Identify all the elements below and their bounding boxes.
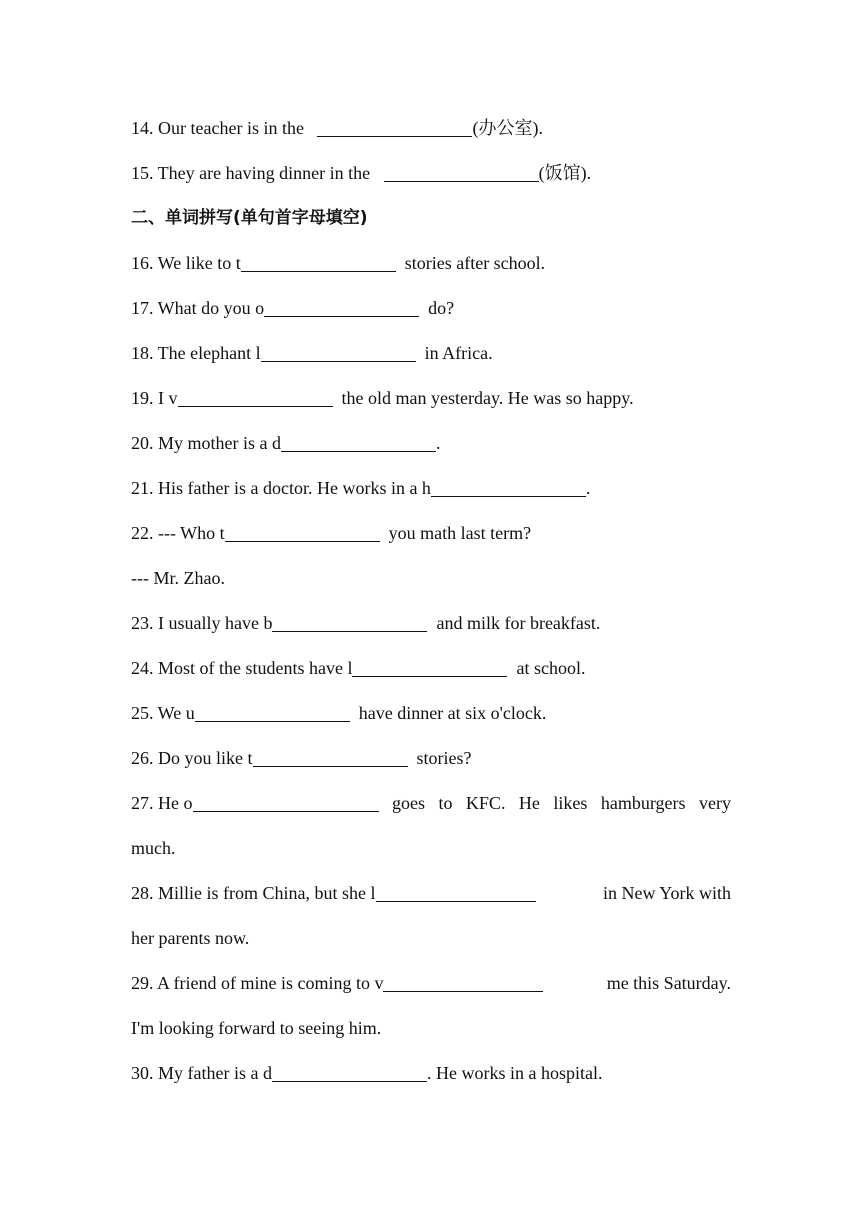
word: He xyxy=(518,793,540,813)
question-16 xyxy=(131,251,731,275)
question-20 xyxy=(131,431,731,455)
question-text: 19. I v xyxy=(131,388,178,408)
answer-blank[interactable] xyxy=(272,613,427,632)
question-text-after: in Africa. xyxy=(424,343,493,363)
question-18 xyxy=(131,341,731,365)
question-text: 25. We u xyxy=(131,703,195,723)
question-24 xyxy=(131,656,731,680)
question-text-after: have dinner at six o'clock. xyxy=(358,703,547,723)
answer-blank[interactable] xyxy=(253,748,408,767)
answer-blank[interactable] xyxy=(195,703,350,722)
answer-blank[interactable] xyxy=(261,343,416,362)
question-text-with-blank xyxy=(131,881,536,905)
answer-blank[interactable] xyxy=(281,433,436,452)
question-text-after: (办公室). xyxy=(472,118,543,138)
word: likes xyxy=(553,793,588,813)
word: very xyxy=(698,793,731,813)
answer-blank[interactable] xyxy=(376,883,536,902)
question-text: 14. Our teacher is in the xyxy=(131,118,309,138)
question-text-after: . He works in a hospital. xyxy=(426,1063,603,1083)
question-text: 29. A friend of mine is coming to v xyxy=(131,973,384,993)
question-text: 20. My mother is a d xyxy=(131,433,281,453)
question-text-after: me this Saturday. xyxy=(606,973,731,993)
word: goes xyxy=(391,793,425,813)
question-text-with-blank xyxy=(131,971,543,995)
question-text: 24. Most of the students have l xyxy=(131,658,353,678)
answer-blank[interactable] xyxy=(383,973,543,992)
question-text: 16. We like to t xyxy=(131,253,241,273)
question-text: 15. They are having dinner in the xyxy=(131,163,375,183)
question-text: 18. The elephant l xyxy=(131,343,261,363)
word: KFC. xyxy=(465,793,506,813)
question-text: 22. --- Who t xyxy=(131,523,225,543)
question-text: 27. He o xyxy=(131,793,193,813)
question-27 xyxy=(131,791,731,815)
answer-blank[interactable] xyxy=(178,388,333,407)
question-text-after: and milk for breakfast. xyxy=(436,613,601,633)
question-text: 30. My father is a d xyxy=(131,1063,272,1083)
question-text: 23. I usually have b xyxy=(131,613,273,633)
question-25 xyxy=(131,701,731,725)
question-text-after: in New York with xyxy=(602,883,731,903)
section-heading: 二、单词拼写(单句首字母填空) xyxy=(131,208,368,228)
question-15 xyxy=(131,161,731,185)
question-29-continued: I'm looking forward to seeing him. xyxy=(131,1018,382,1038)
answer-blank[interactable] xyxy=(264,298,419,317)
question-text: 26. Do you like t xyxy=(131,748,253,768)
question-17 xyxy=(131,296,731,320)
question-28 xyxy=(131,881,731,905)
question-28-continued: her parents now. xyxy=(131,928,250,948)
question-text-after: the old man yesterday. He was so happy. xyxy=(341,388,634,408)
answer-blank[interactable] xyxy=(352,658,507,677)
question-text-after: . xyxy=(436,433,441,453)
question-text-after: at school. xyxy=(516,658,586,678)
answer-blank[interactable] xyxy=(317,118,472,137)
question-22-answer: --- Mr. Zhao. xyxy=(131,568,225,588)
question-30 xyxy=(131,1061,731,1085)
word: hamburgers xyxy=(600,793,686,813)
answer-blank[interactable] xyxy=(272,1063,427,1082)
question-14 xyxy=(131,116,731,140)
answer-blank[interactable] xyxy=(241,253,396,272)
question-text-after: stories? xyxy=(416,748,472,768)
question-text: 17. What do you o xyxy=(131,298,265,318)
word: to xyxy=(438,793,453,813)
question-21 xyxy=(131,476,731,500)
question-26 xyxy=(131,746,731,770)
question-text: 28. Millie is from China, but she l xyxy=(131,883,376,903)
answer-blank[interactable] xyxy=(193,793,379,812)
question-27-continued: much. xyxy=(131,838,176,858)
question-text: 21. His father is a doctor. He works in a h xyxy=(131,478,431,498)
question-19 xyxy=(131,386,731,410)
answer-blank[interactable] xyxy=(431,478,586,497)
answer-blank[interactable] xyxy=(225,523,380,542)
question-29 xyxy=(131,971,731,995)
question-22 xyxy=(131,521,731,545)
question-text-after: do? xyxy=(428,298,455,318)
question-text-after: you math last term? xyxy=(388,523,532,543)
question-23 xyxy=(131,611,731,635)
question-text-after: . xyxy=(585,478,591,498)
question-text-after: (饭馆). xyxy=(538,163,592,183)
question-text-with-blank xyxy=(131,791,379,815)
answer-blank[interactable] xyxy=(384,163,539,182)
question-text-after: stories after school. xyxy=(404,253,546,273)
